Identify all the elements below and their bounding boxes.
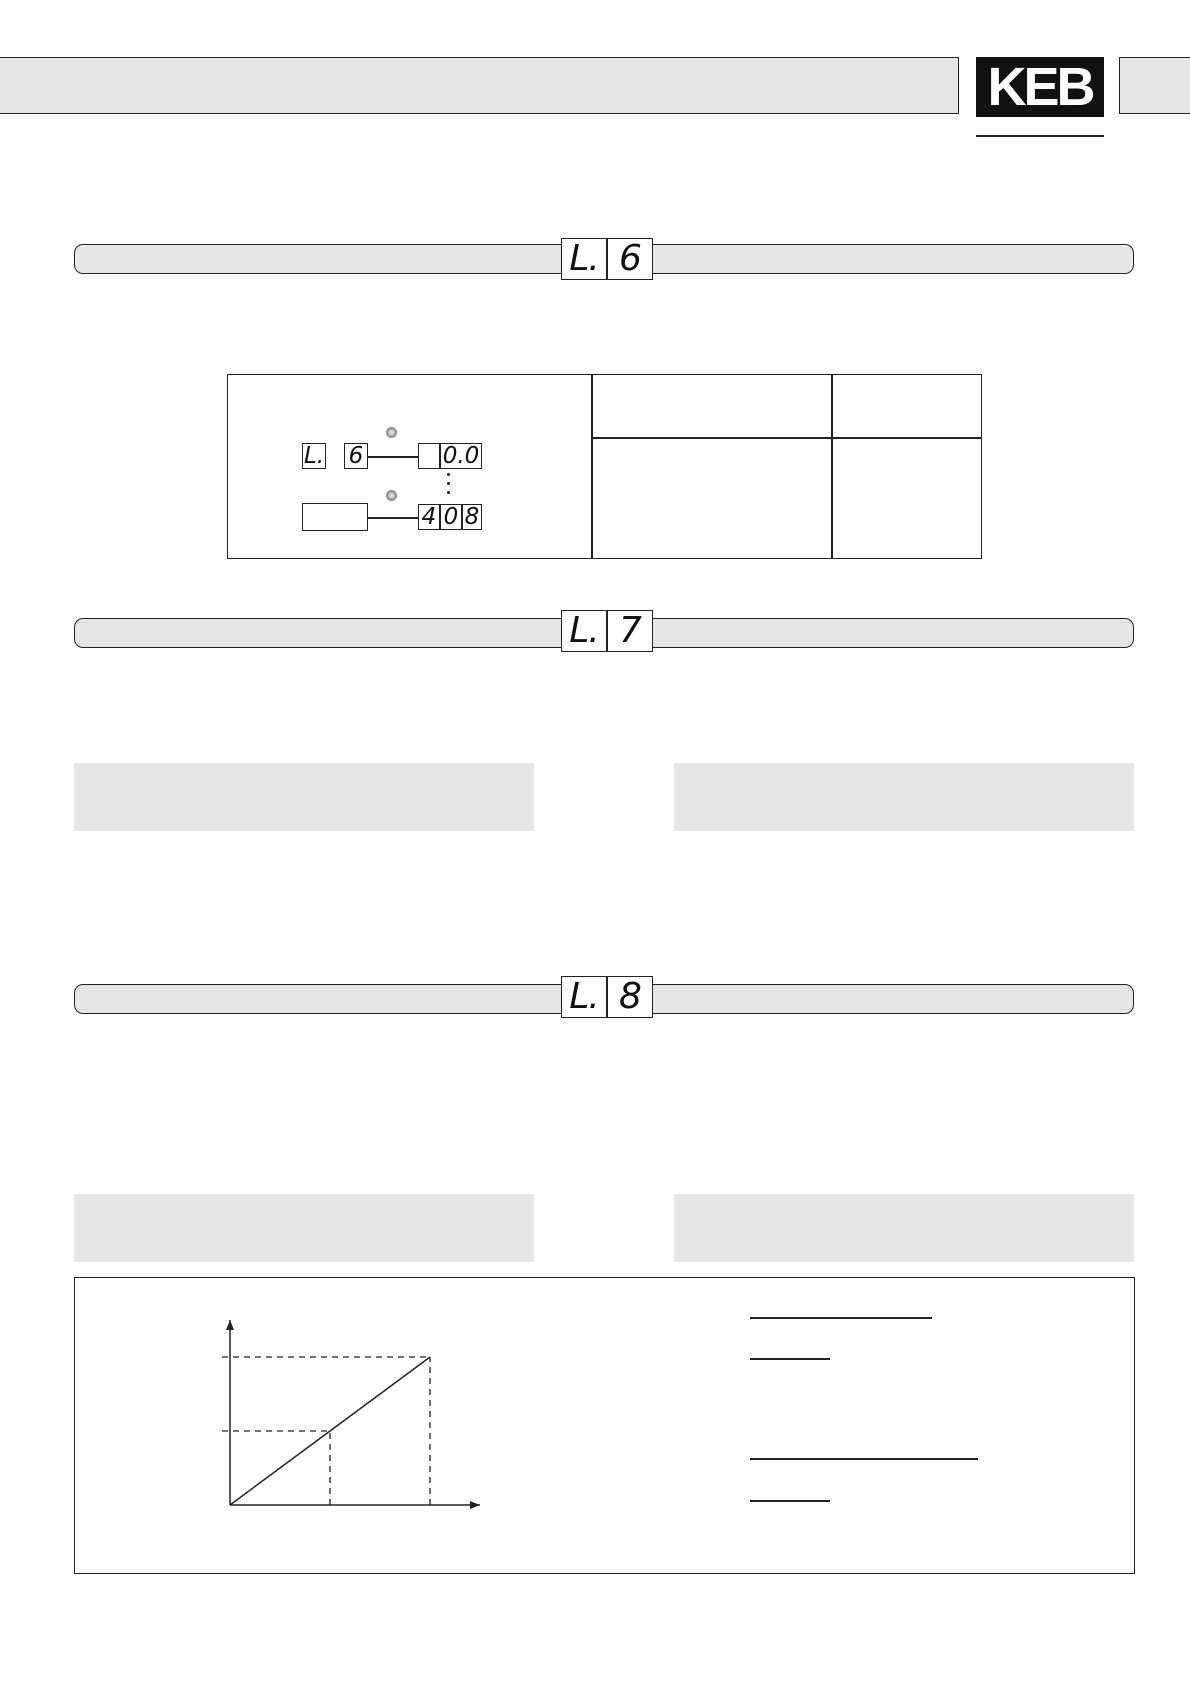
info-box-right (674, 1194, 1134, 1262)
table-divider (591, 437, 982, 439)
display-digit: 8 (462, 504, 482, 530)
led-icon (386, 490, 397, 501)
display-digit: 4 (418, 504, 440, 530)
code-digit: 7 (607, 610, 653, 652)
led-icon (386, 427, 397, 438)
ellipsis-dot (447, 491, 450, 494)
section-code-l8 (561, 976, 653, 1018)
logo-text: KEB (987, 57, 1093, 117)
info-box-left (74, 1194, 534, 1262)
section-code-l6 (561, 238, 653, 280)
info-box-right (674, 763, 1134, 831)
code-digit: L. (561, 238, 607, 280)
table-divider (591, 374, 593, 559)
formula-line (750, 1500, 830, 1502)
display-digit: L. (303, 443, 325, 469)
code-digit: L. (561, 610, 607, 652)
logo-underline (976, 135, 1104, 137)
formula-line (750, 1458, 978, 1460)
table-divider (831, 374, 833, 559)
display-digit (418, 443, 440, 469)
characteristic-chart (200, 1310, 520, 1520)
code-digit: L. (561, 976, 607, 1018)
formula-line (750, 1317, 932, 1319)
keb-logo (976, 57, 1104, 117)
display-digit: 6 (344, 443, 368, 469)
info-box-left (74, 763, 534, 831)
display-empty-box (302, 503, 368, 531)
display-digit: 0 (440, 504, 462, 530)
connector-line (368, 517, 418, 519)
x-axis-arrow-icon (470, 1501, 480, 1509)
ellipsis-dot (447, 482, 450, 485)
code-digit: 8 (607, 976, 653, 1018)
code-digit: 6 (607, 238, 653, 280)
ellipsis-dot (447, 473, 450, 476)
y-axis-arrow-icon (226, 1320, 234, 1330)
connector-line (368, 456, 418, 458)
section-code-l7 (561, 610, 653, 652)
display-digit: 0.0 (440, 443, 482, 469)
header-page-tab (1119, 57, 1190, 114)
formula-line (750, 1358, 830, 1360)
parameter-table (227, 374, 982, 559)
header-bar (0, 57, 959, 114)
